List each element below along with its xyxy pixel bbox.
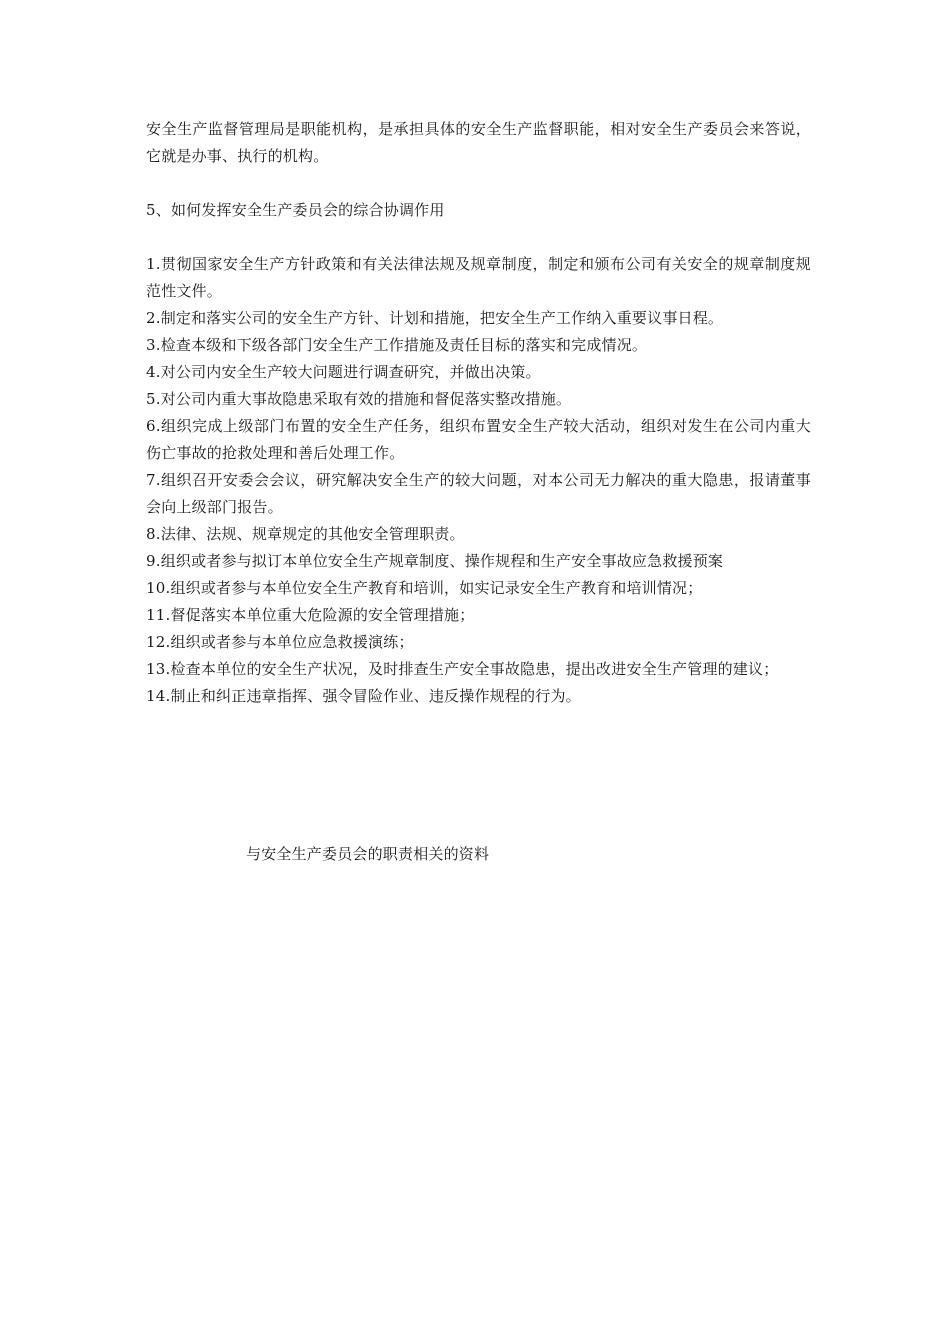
duty-item-3: 3.检查本级和下级各部门安全生产工作措施及责任目标的落实和完成情况。 xyxy=(146,336,648,354)
duty-item-5: 5.对公司内重大事故隐患采取有效的措施和督促落实整改措施。 xyxy=(146,390,572,408)
section-heading: 5、如何发挥安全生产委员会的综合协调作用 xyxy=(146,201,445,219)
duty-item-10: 10.组织或者参与本单位安全生产教育和培训，如实记录安全生产教育和培训情况； xyxy=(146,579,703,597)
duty-item-13: 13.检查本单位的安全生产状况，及时排查生产安全事故隐患，提出改进安全生产管理的建议； xyxy=(146,660,779,678)
duty-item-1: 1.贯彻国家安全生产方针政策和有关法律法规及规章制度，制定和颁布公司有关安全的规章制度规范性文件。 xyxy=(146,255,811,300)
intro-paragraph: 安全生产监督管理局是职能机构，是承担具体的安全生产监督职能，相对安全生产委员会来答说，它就是办事、执行的机构。 xyxy=(146,120,811,165)
duty-item-4: 4.对公司内安全生产较大问题进行调查研究，并做出决策。 xyxy=(146,363,541,381)
spacer xyxy=(146,170,811,197)
document-body xyxy=(146,116,811,710)
duty-item-14: 14.制止和纠正违章指挥、强令冒险作业、违反操作规程的行为。 xyxy=(146,687,581,705)
duty-item-8: 8.法律、法规、规章规定的其他安全管理职责。 xyxy=(146,525,465,543)
duty-item-2: 2.制定和落实公司的安全生产方针、计划和措施，把安全生产工作纳入重要议事日程。 xyxy=(146,309,724,327)
duty-list xyxy=(146,251,811,710)
duty-item-12: 12.组织或者参与本单位应急救援演练； xyxy=(146,633,414,651)
duty-item-7: 7.组织召开安委会会议，研究解决安全生产的较大问题，对本公司无力解决的重大隐患，报请董事会向上级部门报告。 xyxy=(146,471,811,516)
related-materials-title: 与安全生产委员会的职责相关的资料 xyxy=(246,845,490,863)
duty-item-11: 11.督促落实本单位重大危险源的安全管理措施； xyxy=(146,606,475,624)
duty-item-6: 6.组织完成上级部门布置的安全生产任务，组织布置安全生产较大活动，组织对发生在公司内重大伤亡事故的抢救处理和善后处理工作。 xyxy=(146,417,811,462)
duty-item-9: 9.组织或者参与拟订本单位安全生产规章制度、操作规程和生产安全事故应急救援预案 xyxy=(146,552,724,570)
spacer xyxy=(146,224,811,251)
